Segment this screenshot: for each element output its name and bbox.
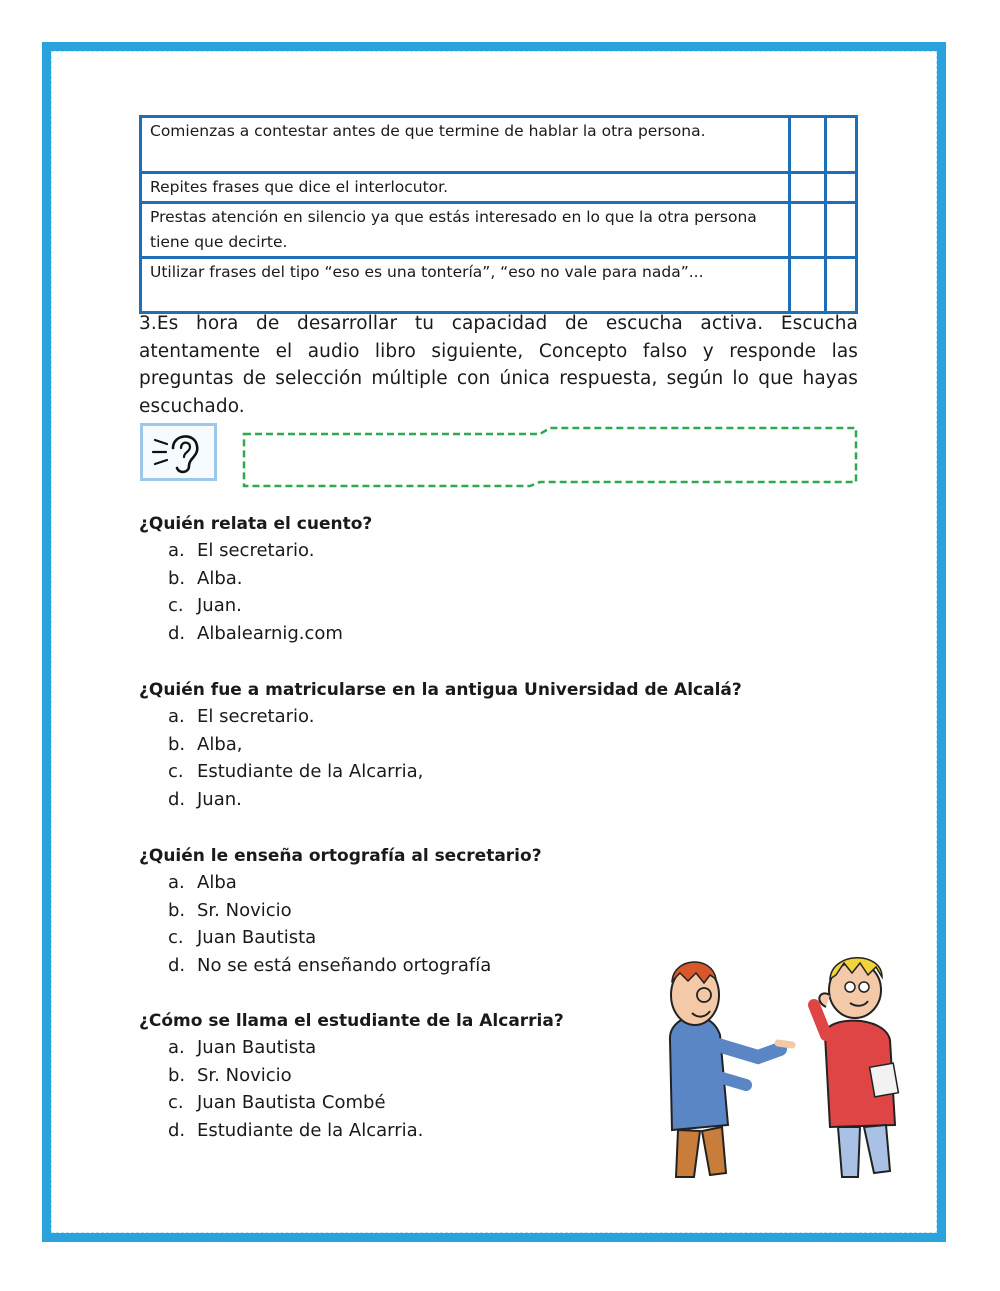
option-text: El secretario. — [197, 540, 315, 561]
option-letter: d. — [168, 622, 186, 644]
checklist-statement: Comienzas a contestar antes de que termine de hablar la otra persona. — [141, 117, 790, 173]
option-text: Juan. — [197, 595, 242, 617]
option-text: Alba, — [197, 733, 243, 755]
audio-player-placeholder[interactable] — [240, 424, 860, 488]
question-1-options — [140, 537, 343, 647]
list-item[interactable] — [140, 703, 423, 731]
table-row — [141, 173, 857, 203]
option-letter: d. — [168, 1119, 186, 1141]
option-letter: b. — [168, 733, 186, 755]
list-item[interactable] — [140, 869, 491, 897]
option-letter: a. — [168, 706, 185, 727]
option-text: Estudiante de la Alcarria, — [197, 761, 424, 783]
list-item[interactable] — [140, 1062, 423, 1090]
list-item[interactable] — [140, 592, 343, 620]
checklist-statement: Repites frases que dice el interlocutor. — [141, 173, 790, 203]
option-letter: a. — [168, 872, 185, 893]
list-item[interactable] — [140, 620, 343, 648]
option-text: No se está enseñando ortografía — [197, 954, 492, 976]
option-text: Juan. — [197, 788, 242, 810]
list-item[interactable] — [140, 1089, 423, 1117]
instructions-paragraph: 3.Es hora de desarrollar tu capacidad de escucha activa. Escucha atentamente el audio libro siguiente, Concepto falso y responde las preguntas de selección múltiple con única respuesta, según lo que hayas escuchado. — [139, 313, 858, 417]
ear-listening-icon — [140, 423, 217, 481]
question-4: ¿Cómo se llama el estudiante de la Alcarria? — [139, 1011, 564, 1031]
option-text: Juan Bautista — [197, 1037, 317, 1058]
option-letter: b. — [168, 567, 186, 589]
option-letter: c. — [168, 595, 184, 617]
question-1: ¿Quién relata el cuento? — [139, 514, 373, 534]
option-letter: a. — [168, 540, 185, 561]
checklist-statement: Prestas atención en silencio ya que estás interesado en lo que la otra persona tiene que decirte. — [141, 203, 790, 258]
list-item[interactable] — [140, 758, 423, 786]
option-text: Alba. — [197, 567, 243, 589]
option-letter: b. — [168, 899, 186, 921]
option-text: El secretario. — [197, 706, 315, 727]
option-letter: c. — [168, 927, 184, 949]
answer-box-2[interactable] — [826, 258, 857, 313]
option-letter: c. — [168, 761, 184, 783]
list-item[interactable] — [140, 786, 423, 814]
table-row — [141, 117, 857, 173]
option-text: Sr. Novicio — [197, 1064, 292, 1086]
table-row — [141, 203, 857, 258]
list-item[interactable] — [140, 924, 491, 952]
option-text: Alba — [197, 872, 237, 893]
table-row — [141, 258, 857, 313]
answer-box-1[interactable] — [790, 258, 826, 313]
option-text: Juan Bautista — [197, 927, 317, 949]
list-item[interactable] — [140, 565, 343, 593]
list-item[interactable] — [140, 537, 343, 565]
list-item[interactable] — [140, 1034, 423, 1062]
question-2: ¿Quién fue a matricularse en la antigua Universidad de Alcalá? — [139, 680, 742, 700]
answer-box-1[interactable] — [790, 173, 826, 203]
checklist-statement: Utilizar frases del tipo “eso es una tontería”, “eso no vale para nada”... — [141, 258, 790, 313]
list-item[interactable] — [140, 1117, 423, 1145]
list-item[interactable] — [140, 731, 423, 759]
answer-box-2[interactable] — [826, 173, 857, 203]
listening-checklist-table — [139, 115, 858, 314]
question-3-options — [140, 869, 491, 979]
answer-box-2[interactable] — [826, 117, 857, 173]
option-letter: d. — [168, 954, 186, 976]
list-item[interactable] — [140, 897, 491, 925]
question-2-options — [140, 703, 423, 813]
question-3: ¿Quién le enseña ortografía al secretario? — [139, 846, 542, 866]
option-text: Albalearnig.com — [197, 622, 343, 644]
option-letter: b. — [168, 1064, 186, 1086]
option-letter: c. — [168, 1092, 184, 1114]
listening-cartoon-illustration — [650, 945, 920, 1185]
answer-box-1[interactable] — [790, 117, 826, 173]
option-text: Juan Bautista Combé — [197, 1092, 386, 1114]
answer-box-1[interactable] — [790, 203, 826, 258]
option-text: Estudiante de la Alcarria. — [197, 1119, 424, 1141]
option-letter: d. — [168, 788, 186, 810]
list-item[interactable] — [140, 952, 491, 980]
question-4-options — [140, 1034, 423, 1144]
answer-box-2[interactable] — [826, 203, 857, 258]
option-text: Sr. Novicio — [197, 899, 292, 921]
option-letter: a. — [168, 1037, 185, 1058]
